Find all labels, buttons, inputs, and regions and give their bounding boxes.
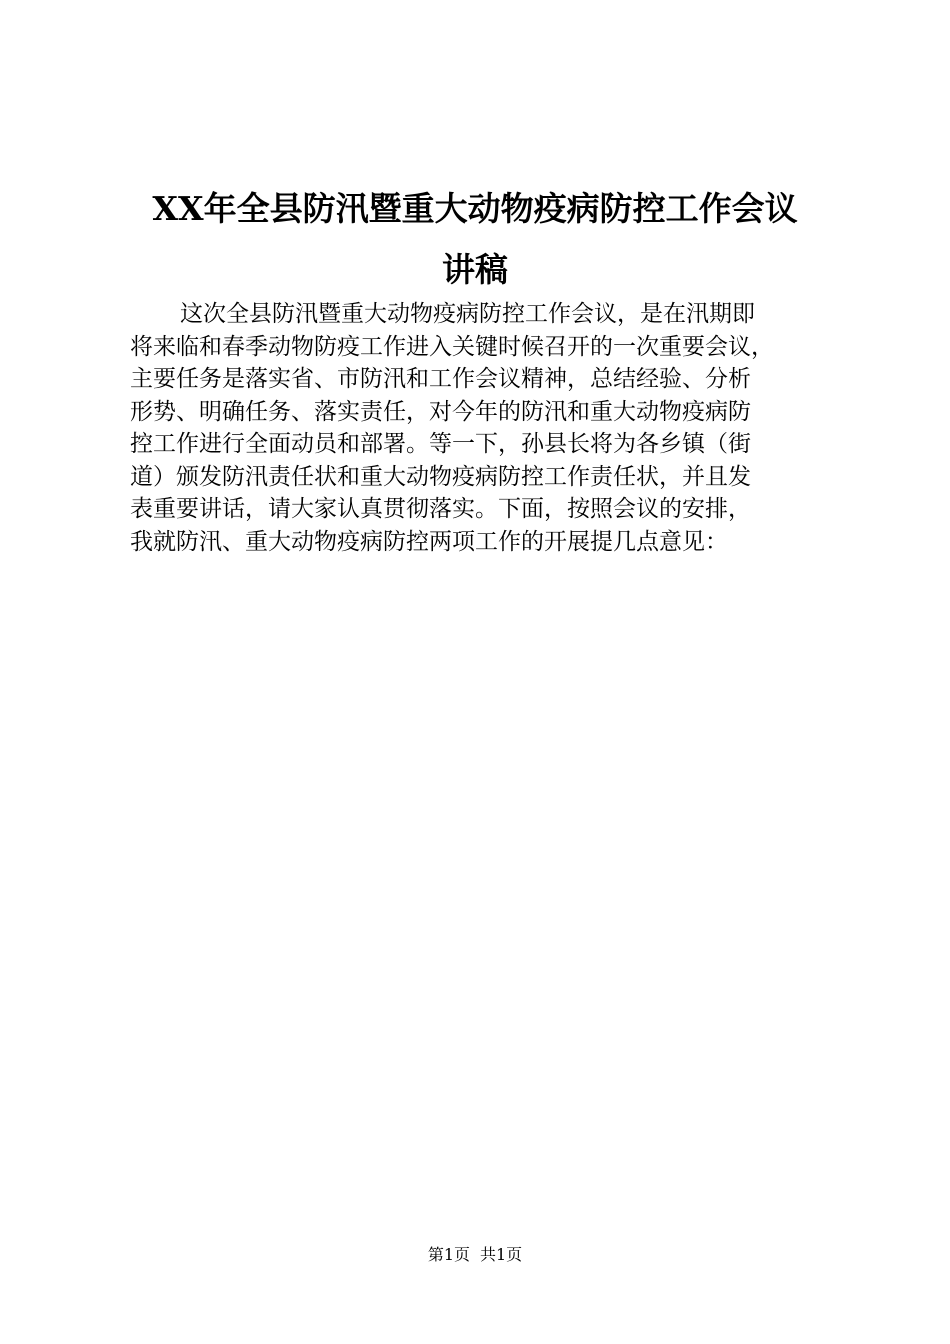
body-line-8: 我就防汛、重大动物疫病防控两项工作的开展提几点意见： [130,528,728,555]
page-footer [0,1245,950,1265]
page-total: 共1页 [480,1245,523,1264]
page-number: 第1页 [427,1245,470,1264]
document-title: XX年全县防汛暨重大动物疫病防控工作会议 [152,189,798,228]
body-line-1: 这次全县防汛暨重大动物疫病防控工作会议，是在汛期即 [180,301,755,327]
body-line-2: 将来临和春季动物防疫工作进入关键时候召开的一次重要会议， [130,333,774,360]
document-body [130,298,850,558]
body-line-4: 形势、明确任务、落实责任，对今年的防汛和重大动物疫病防 [130,398,751,425]
body-line-3: 主要任务是落实省、市防汛和工作会议精神，总结经验、分析 [130,366,751,392]
body-line-7: 表重要讲话，请大家认真贯彻落实。下面，按照会议的安排， [130,496,751,522]
body-line-5: 控工作进行全面动员和部署。等一下，孙县长将为各乡镇（街 [130,431,751,457]
body-line-6: 道）颁发防汛责任状和重大动物疫病防控工作责任状，并且发 [130,463,751,490]
document-title-continued: 讲稿 [442,250,508,289]
